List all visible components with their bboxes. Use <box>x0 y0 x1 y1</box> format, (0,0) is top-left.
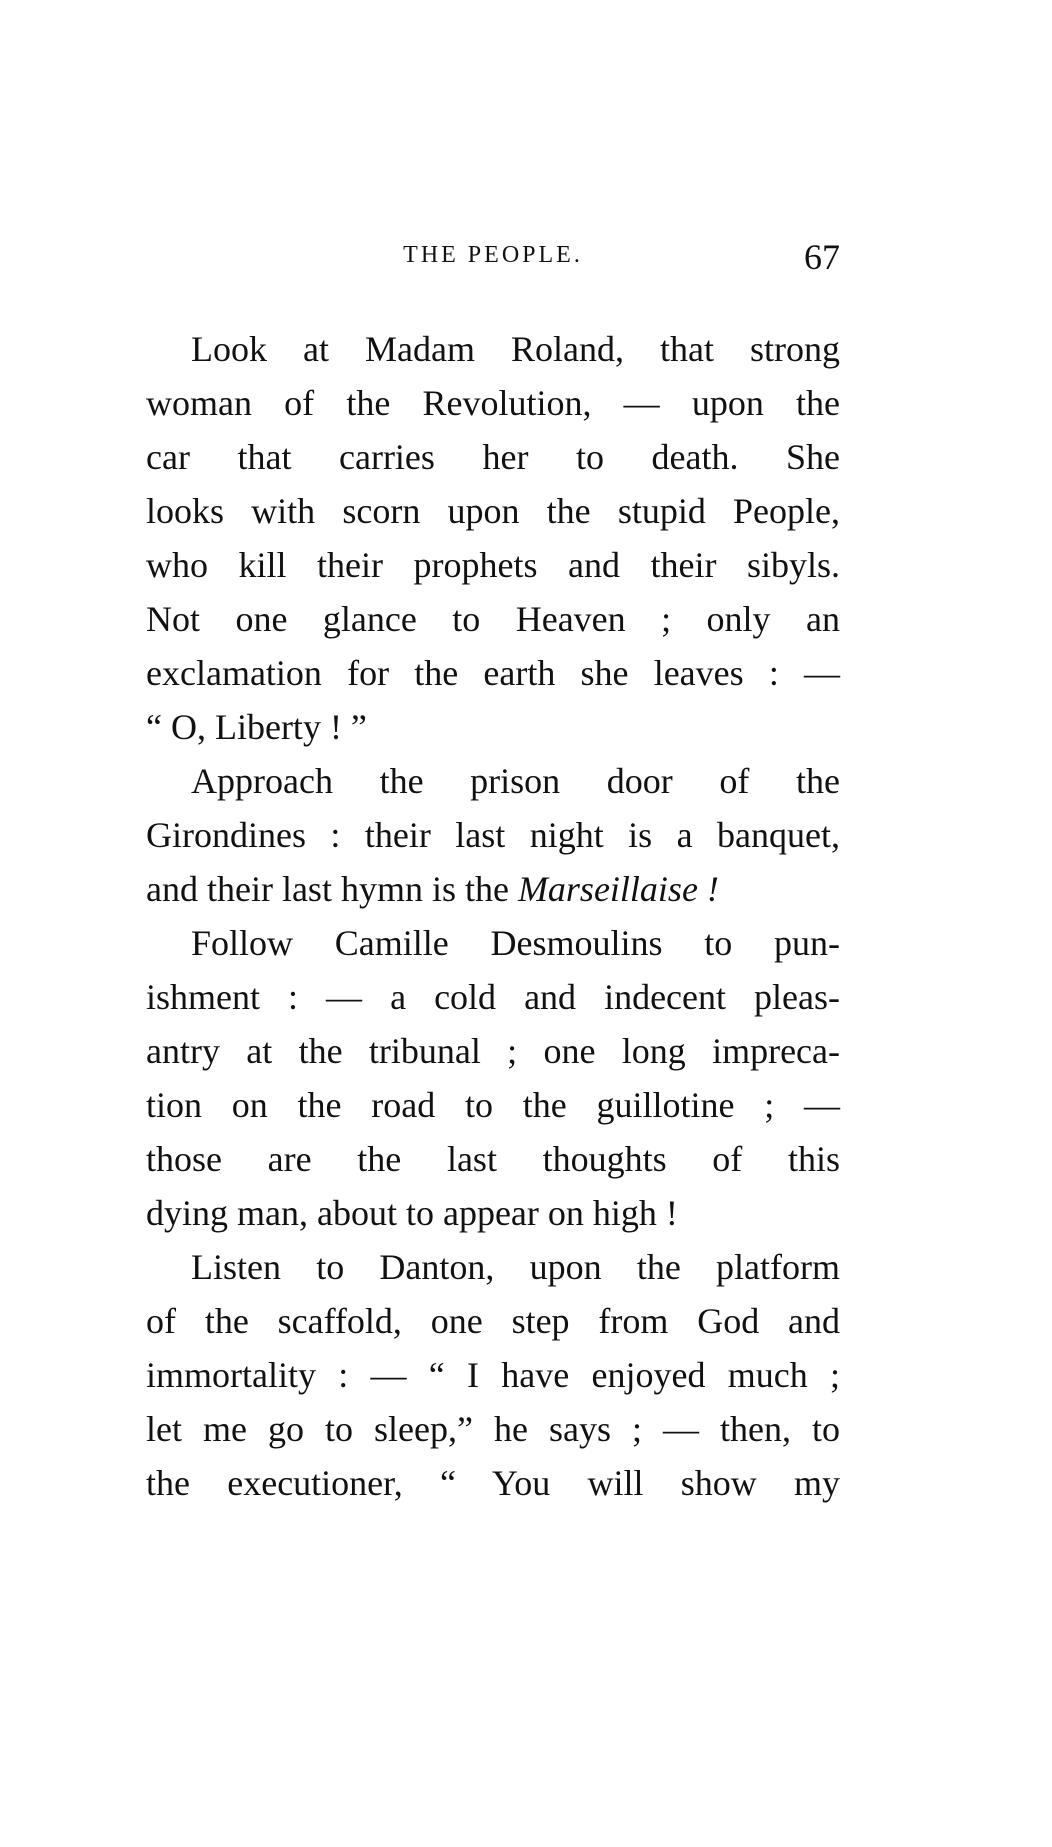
text-line: let me go to sleep,” he says ; — then, to <box>146 1409 840 1449</box>
running-title: THE PEOPLE. <box>403 242 583 268</box>
text-line: Look at Madam Roland, that strong <box>191 329 840 369</box>
text-line: tion on the road to the guillotine ; — <box>146 1085 840 1125</box>
paragraph-desmoulins <box>146 916 840 1240</box>
text-line: those are the last thoughts of this <box>146 1139 840 1179</box>
text-line: ishment : — a cold and indecent pleas- <box>146 977 840 1017</box>
italic-title: Marseillaise ! <box>517 869 719 909</box>
text-line: woman of the Revolution, — upon the <box>146 383 840 423</box>
text-line: Approach the prison door of the <box>191 761 840 801</box>
text-line: who kill their prophets and their sibyls. <box>146 545 840 585</box>
text-line: immortality : — “ I have enjoyed much ; <box>146 1355 840 1395</box>
text-line: Follow Camille Desmoulins to pun- <box>191 923 840 963</box>
text-line: exclamation for the earth she leaves : — <box>146 653 840 693</box>
text-line: Girondines : their last night is a banquet, <box>146 815 840 855</box>
text-line: antry at the tribunal ; one long impreca- <box>146 1031 840 1071</box>
text-segment: and their last hymn is the <box>146 869 518 909</box>
text-line: of the scaffold, one step from God and <box>146 1301 840 1341</box>
paragraph-roland <box>146 322 840 754</box>
text-line: the executioner, “ You will show my <box>146 1463 840 1503</box>
paragraph-danton <box>146 1240 840 1510</box>
page-number: 67 <box>804 237 840 277</box>
text-line: Not one glance to Heaven ; only an <box>146 599 840 639</box>
body-text <box>146 322 840 1510</box>
text-line: “ O, Liberty ! ” <box>146 707 367 747</box>
text-line: Listen to Danton, upon the platform <box>191 1247 840 1287</box>
text-line: dying man, about to appear on high ! <box>146 1193 678 1233</box>
paragraph-girondines <box>146 754 840 916</box>
text-line <box>146 862 840 916</box>
running-head <box>146 236 840 276</box>
text-line: looks with scorn upon the stupid People, <box>146 491 840 531</box>
text-line: car that carries her to death. She <box>146 437 840 477</box>
